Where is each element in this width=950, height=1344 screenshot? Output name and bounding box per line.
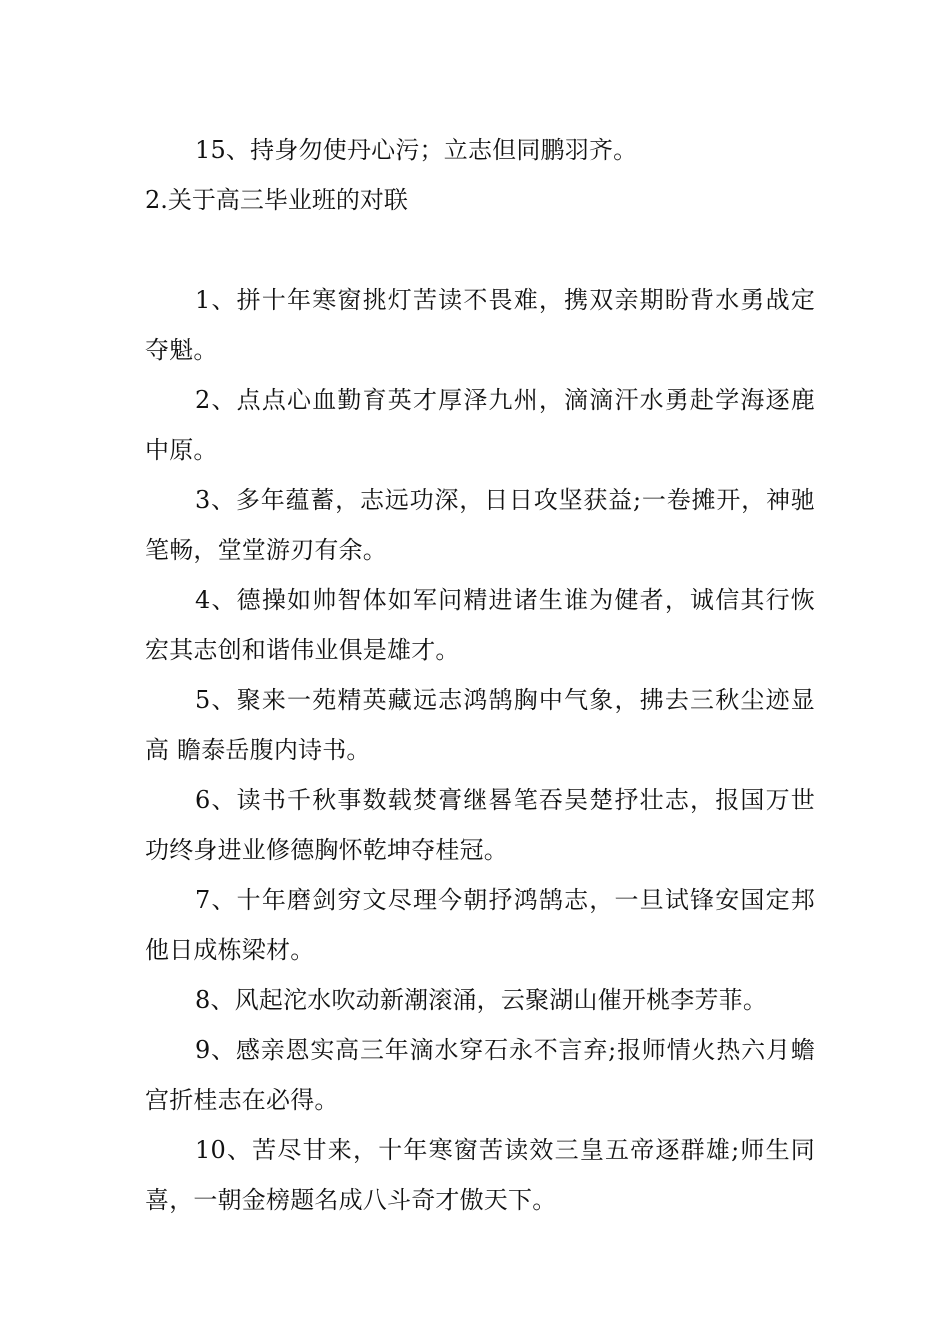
section-title: 2.关于高三毕业班的对联 <box>145 186 408 214</box>
couplet-3: 3、多年蕴蓄，志远功深，日日攻坚获益;一卷摊开，神驰笔畅，堂堂游刃有余。 <box>145 486 815 564</box>
couplet-7: 7、十年磨剑穷文尽理今朝抒鸿鹄志，一旦试锋安国定邦他日成栋梁材。 <box>145 886 815 964</box>
couplet-8: 8、风起沱水吹动新潮滚涌，云聚湖山催开桃李芳菲。 <box>195 986 768 1014</box>
couplet-15: 15、持身勿使丹心污；立志但同鹏羽齐。 <box>195 136 638 164</box>
couplet-5: 5、聚来一苑精英藏远志鸿鹄胸中气象，拂去三秋尘迹显高 瞻泰岳腹内诗书。 <box>145 686 815 764</box>
couplet-10: 10、苦尽甘来，十年寒窗苦读效三皇五帝逐群雄;师生同喜，一朝金榜题名成八斗奇才傲天下。 <box>145 1136 815 1214</box>
couplet-4: 4、德操如帅智体如军问精进诸生谁为健者，诚信其行恢宏其志创和谐伟业俱是雄才。 <box>145 586 815 664</box>
couplet-6: 6、读书千秋事数载焚膏继晷笔吞吴楚抒壮志，报国万世功终身进业修德胸怀乾坤夺桂冠。 <box>145 786 815 864</box>
couplet-2: 2、点点心血勤育英才厚泽九州，滴滴汗水勇赴学海逐鹿中原。 <box>145 386 815 464</box>
couplet-1: 1、拼十年寒窗挑灯苦读不畏难，携双亲期盼背水勇战定夺魁。 <box>145 286 815 364</box>
couplet-9: 9、感亲恩实高三年滴水穿石永不言弃;报师情火热六月蟾宫折桂志在必得。 <box>145 1036 815 1114</box>
